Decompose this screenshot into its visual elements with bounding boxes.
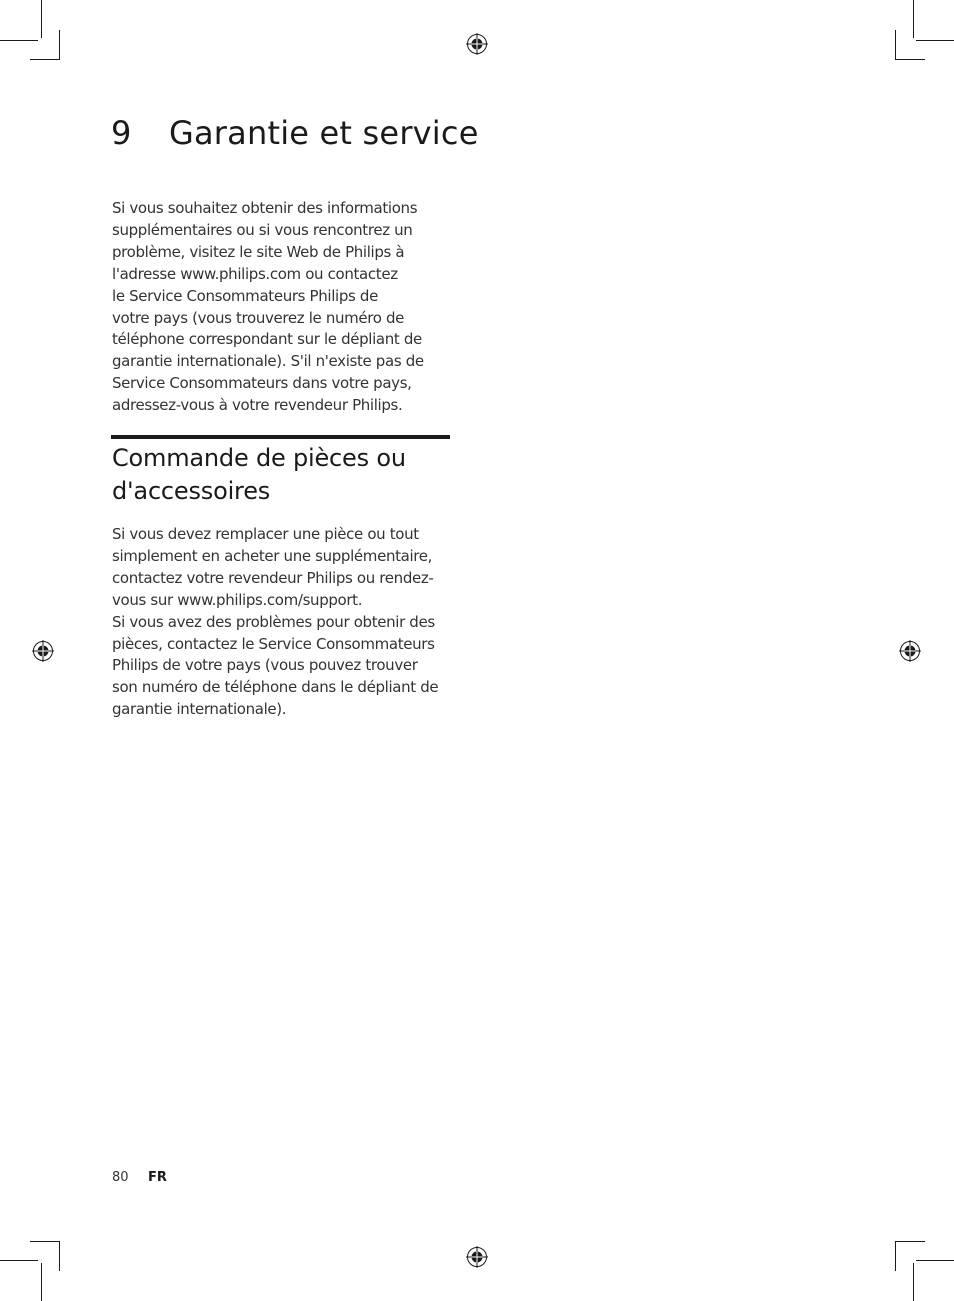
text-line: garantie internationale). S'il n'existe pas de xyxy=(112,352,424,371)
text-line: téléphone correspondant sur le dépliant de xyxy=(112,330,422,349)
text-line: l'adresse www.philips.com ou contactez xyxy=(112,264,398,283)
page-footer xyxy=(112,1170,167,1185)
intro-paragraph xyxy=(112,198,424,417)
text-line: son numéro de téléphone dans le dépliant de xyxy=(112,678,439,697)
text-line: simplement en acheter une supplémentaire, xyxy=(112,546,433,565)
text-line: votre pays (vous trouverez le numéro de xyxy=(112,308,405,327)
section-divider xyxy=(111,435,450,439)
text-line: Service Consommateurs dans votre pays, xyxy=(112,374,412,393)
text-line: le Service Consommateurs Philips de xyxy=(112,286,378,305)
text-line: supplémentaires ou si vous rencontrez un xyxy=(112,220,413,239)
text-line: contactez votre revendeur Philips ou rendez- xyxy=(112,568,434,587)
text-line: pièces, contactez le Service Consommateurs xyxy=(112,634,435,653)
registration-mark-top-icon xyxy=(466,33,488,55)
section-heading xyxy=(112,442,406,508)
registration-mark-left-icon xyxy=(32,640,54,662)
chapter-heading xyxy=(111,114,479,152)
text-line: Si vous devez remplacer une pièce ou tout xyxy=(112,525,419,543)
text-line: Si vous souhaitez obtenir des informations xyxy=(112,199,418,217)
registration-mark-bottom-icon xyxy=(466,1246,488,1268)
section-paragraph xyxy=(112,524,438,721)
language-code: FR xyxy=(148,1170,167,1185)
text-line: Philips de votre pays (vous pouvez trouver xyxy=(112,656,418,675)
registration-mark-right-icon xyxy=(899,640,921,662)
text-line: vous sur www.philips.com/support. xyxy=(112,590,363,609)
chapter-title: Garantie et service xyxy=(169,114,479,152)
text-line: Si vous avez des problèmes pour obtenir des xyxy=(112,612,435,631)
chapter-number: 9 xyxy=(111,114,132,152)
section-title-line: Commande de pièces ou xyxy=(112,444,406,472)
page-number: 80 xyxy=(112,1170,129,1185)
text-line: problème, visitez le site Web de Philips à xyxy=(112,242,405,261)
text-line: garantie internationale). xyxy=(112,700,287,719)
text-line: adressez-vous à votre revendeur Philips. xyxy=(112,396,403,415)
section-title-line: d'accessoires xyxy=(112,477,271,505)
